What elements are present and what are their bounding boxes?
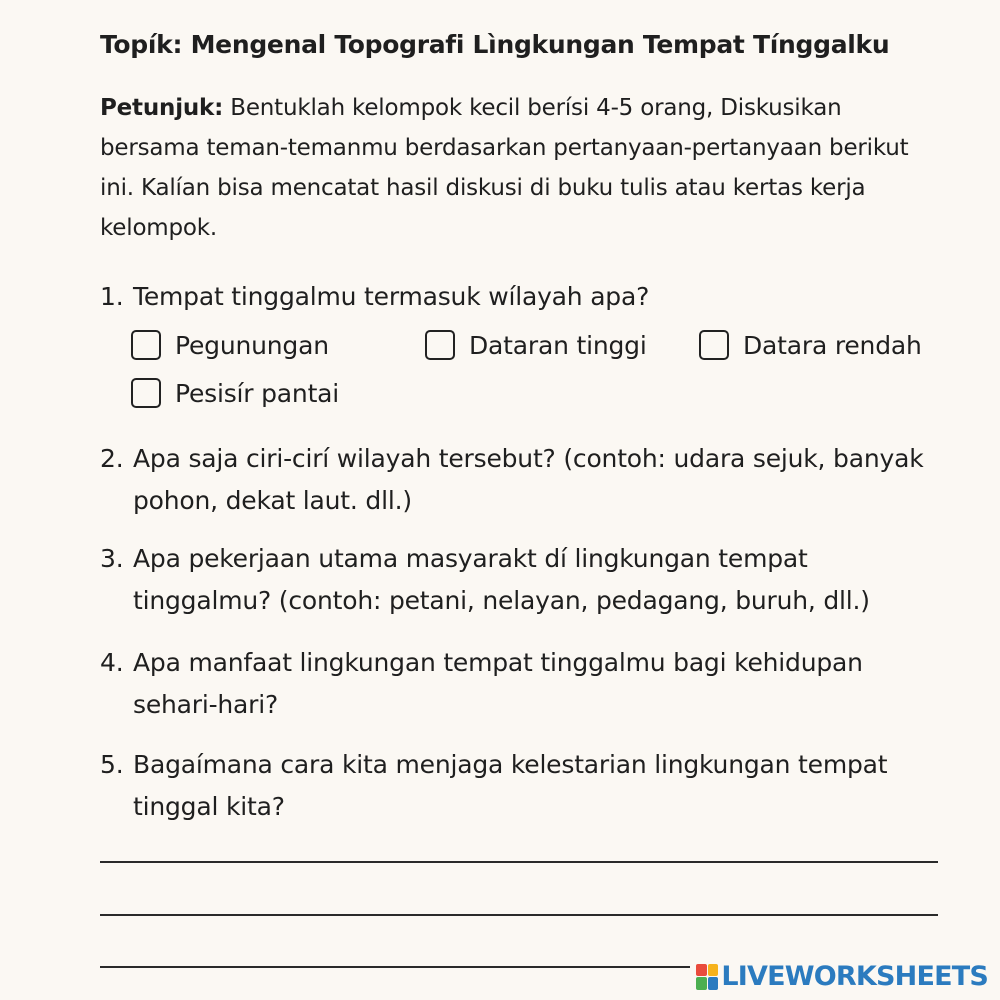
option-label: Pesisír pantai (175, 378, 340, 408)
question-1 (100, 276, 950, 318)
option-label: Datara rendah (743, 330, 922, 360)
question-3 (100, 538, 950, 622)
question-text: Apa manfaat lingkungan tempat tinggalmu bagi kehidupan sehari-hari? (133, 648, 863, 719)
question-text: Tempat tinggalmu termasuk wílayah apa? (133, 282, 650, 311)
checkbox[interactable] (699, 330, 729, 360)
option-label: Dataran tinggi (469, 330, 647, 360)
option-pegunungan[interactable] (131, 330, 329, 360)
instruction-paragraph (100, 88, 940, 248)
logo-square-blue (708, 977, 719, 990)
question-number: 2. (100, 444, 124, 473)
logo-square-red (696, 964, 707, 977)
question-number: 5. (100, 750, 124, 779)
instruction-text: Bentuklah kelompok kecil berísi 4-5 orang, Diskusikan bersama teman-temanmu berdasarkan pertanyaan-pertanyaan berikut ini. Kalían bisa mencatat hasil diskusi di buku tulis atau kertas kerja kelompok. (100, 95, 909, 241)
checkbox[interactable] (425, 330, 455, 360)
answer-line-2[interactable] (100, 914, 938, 916)
logo-square-yellow (708, 964, 719, 977)
question-2 (100, 438, 950, 522)
option-label: Pegunungan (175, 330, 329, 360)
brand-text: LIVEWORKSHEETS (721, 961, 988, 992)
question-number: 3. (100, 544, 124, 573)
checkbox[interactable] (131, 330, 161, 360)
question-text: Apa saja ciri-cirí wilayah tersebut? (contoh: udara sejuk, banyak pohon, dekat laut. dll.) (133, 444, 924, 515)
option-dataran-tinggi[interactable] (425, 330, 647, 360)
instruction-label: Petunjuk: (100, 95, 224, 121)
logo-square-green (696, 977, 707, 990)
worksheet-title: Topík: Mengenal Topografi Lìngkungan Tempat Tínggalku (100, 30, 890, 59)
question-5 (100, 744, 950, 828)
question-number: 4. (100, 648, 124, 677)
answer-line-1[interactable] (100, 861, 938, 863)
question-number: 1. (100, 282, 124, 311)
option-pesisir-pantai[interactable] (131, 378, 339, 408)
answer-line-3[interactable] (100, 966, 690, 968)
question-text: Apa pekerjaan utama masyarakt dí lingkungan tempat tinggalmu? (contoh: petani, nelayan, pedagang, buruh, dll.) (133, 544, 870, 615)
question-text: Bagaímana cara kita menjaga kelestarian lingkungan tempat tinggal kita? (133, 750, 888, 821)
liveworksheets-logo (696, 961, 988, 992)
question-4 (100, 642, 950, 726)
liveworksheets-logo-icon (696, 964, 718, 990)
checkbox[interactable] (131, 378, 161, 408)
option-dataran-rendah[interactable] (699, 330, 922, 360)
